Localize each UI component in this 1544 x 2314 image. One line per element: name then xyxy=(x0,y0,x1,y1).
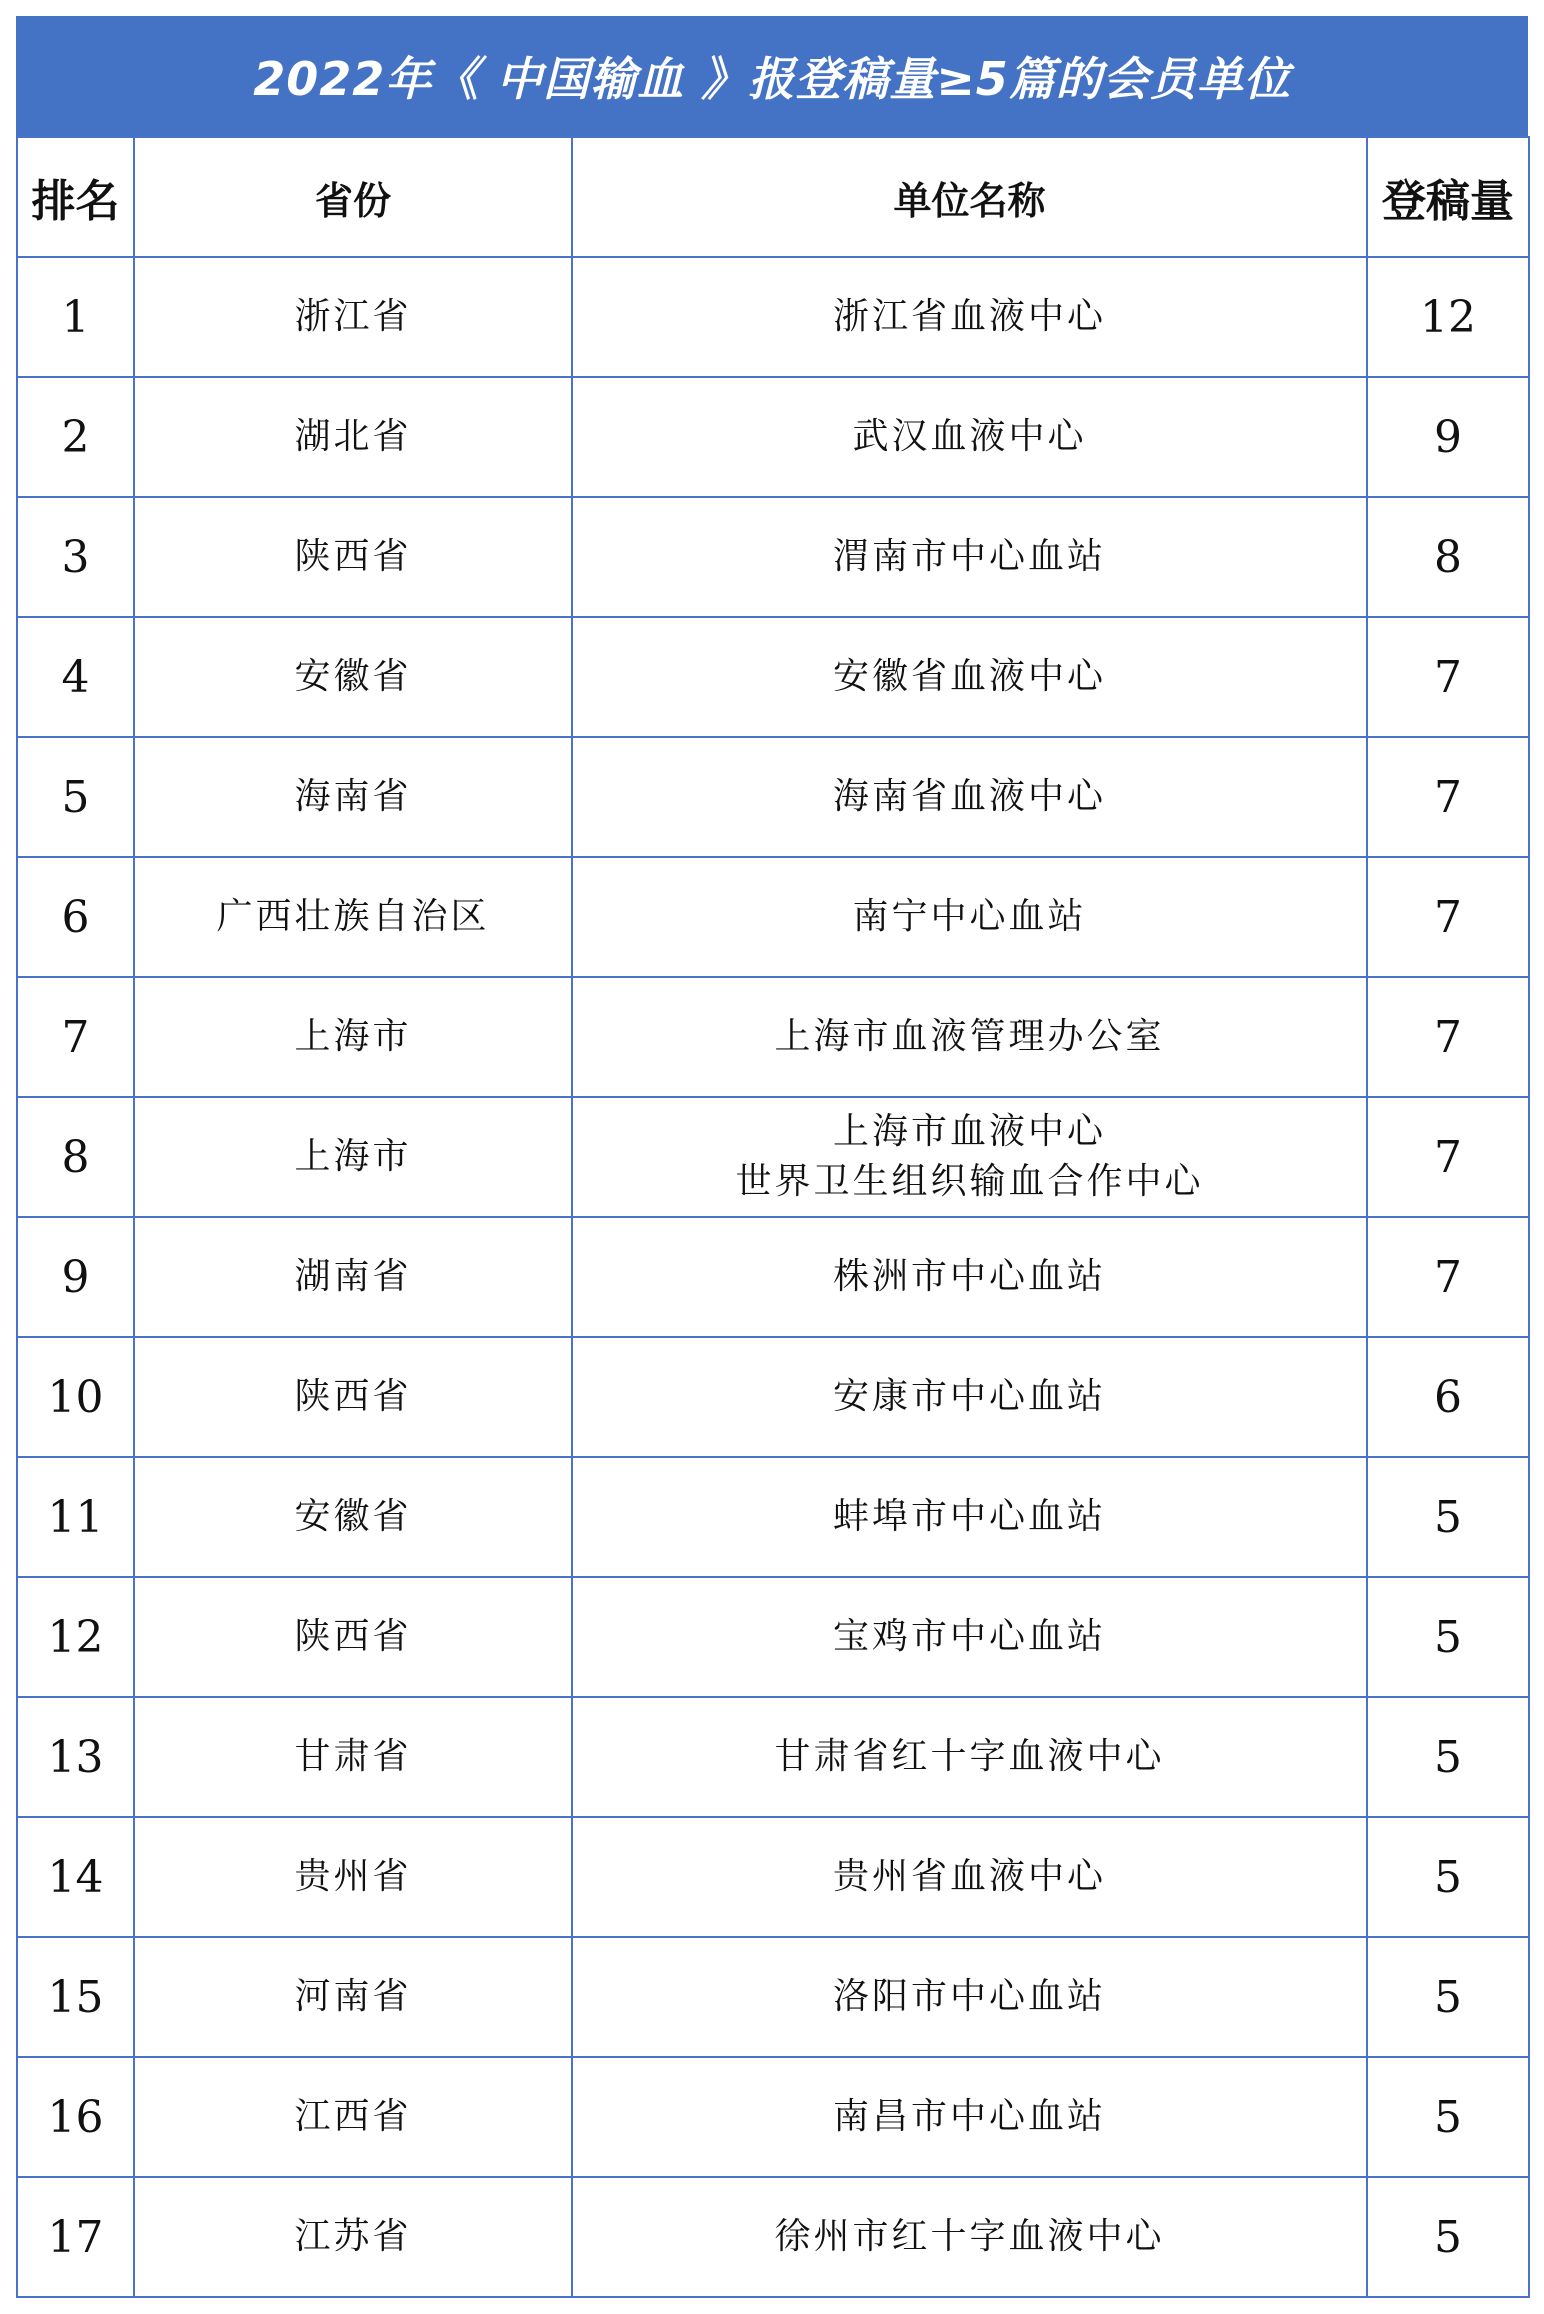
province-cell: 甘肃省 xyxy=(134,1697,572,1817)
unit-name-cell xyxy=(572,977,1367,1097)
publication-count-cell: 7 xyxy=(1367,617,1529,737)
rank-cell: 16 xyxy=(17,2057,134,2177)
table-row xyxy=(17,1337,1529,1457)
province-cell: 安徽省 xyxy=(134,617,572,737)
publication-count-cell: 7 xyxy=(1367,737,1529,857)
publication-count-cell: 5 xyxy=(1367,2177,1529,2297)
unit-name-line: 浙江省血液中心 xyxy=(832,296,1106,337)
unit-name-line: 洛阳市中心血站 xyxy=(832,1976,1106,2017)
rank-cell: 10 xyxy=(17,1337,134,1457)
province-cell: 浙江省 xyxy=(134,257,572,377)
table-row xyxy=(17,857,1529,977)
table-row xyxy=(17,1097,1529,1217)
unit-name-cell xyxy=(572,1337,1367,1457)
publication-count-cell: 5 xyxy=(1367,1937,1529,2057)
unit-name-line: 南昌市中心血站 xyxy=(832,2096,1106,2137)
unit-name-line: 南宁中心血站 xyxy=(852,896,1087,937)
province-cell: 上海市 xyxy=(134,1097,572,1217)
province-cell: 贵州省 xyxy=(134,1817,572,1937)
rank-cell: 15 xyxy=(17,1937,134,2057)
province-cell: 陕西省 xyxy=(134,497,572,617)
unit-name-line: 世界卫生组织输血合作中心 xyxy=(735,1161,1204,1202)
publication-count-cell: 5 xyxy=(1367,1817,1529,1937)
province-cell: 江苏省 xyxy=(134,2177,572,2297)
table-title: 2022年《 中国输血 》报登稿量≥5篇的会员单位 xyxy=(16,16,1528,136)
province-cell: 湖南省 xyxy=(134,1217,572,1337)
header-row xyxy=(17,137,1529,257)
unit-name-cell xyxy=(572,1217,1367,1337)
province-cell: 湖北省 xyxy=(134,377,572,497)
table-row xyxy=(17,2057,1529,2177)
table-row xyxy=(17,2177,1529,2297)
unit-name-line: 徐州市红十字血液中心 xyxy=(774,2216,1165,2257)
unit-name-cell xyxy=(572,857,1367,977)
table-row xyxy=(17,1697,1529,1817)
unit-name-cell xyxy=(572,1457,1367,1577)
rank-cell: 2 xyxy=(17,377,134,497)
unit-name-line: 宝鸡市中心血站 xyxy=(832,1616,1106,1657)
publication-count-cell: 7 xyxy=(1367,857,1529,977)
unit-name-cell xyxy=(572,617,1367,737)
table-row xyxy=(17,1217,1529,1337)
province-cell: 河南省 xyxy=(134,1937,572,2057)
publication-count-cell: 12 xyxy=(1367,257,1529,377)
unit-name-line: 株洲市中心血站 xyxy=(832,1256,1106,1297)
header-province: 省份 xyxy=(134,137,572,257)
rank-cell: 11 xyxy=(17,1457,134,1577)
table-row xyxy=(17,977,1529,1097)
rank-cell: 5 xyxy=(17,737,134,857)
unit-name-line: 甘肃省红十字血液中心 xyxy=(774,1736,1165,1777)
table-row xyxy=(17,617,1529,737)
unit-name-cell xyxy=(572,1577,1367,1697)
table-row xyxy=(17,377,1529,497)
table-row xyxy=(17,257,1529,377)
province-cell: 陕西省 xyxy=(134,1337,572,1457)
table-row xyxy=(17,737,1529,857)
unit-name-cell xyxy=(572,377,1367,497)
rank-cell: 6 xyxy=(17,857,134,977)
province-cell: 海南省 xyxy=(134,737,572,857)
table-row xyxy=(17,497,1529,617)
rank-cell: 1 xyxy=(17,257,134,377)
rank-cell: 7 xyxy=(17,977,134,1097)
province-cell: 陕西省 xyxy=(134,1577,572,1697)
table-row xyxy=(17,1937,1529,2057)
unit-name-cell xyxy=(572,2177,1367,2297)
unit-name-line: 贵州省血液中心 xyxy=(832,1856,1106,1897)
rank-cell: 17 xyxy=(17,2177,134,2297)
unit-name-line: 武汉血液中心 xyxy=(852,416,1087,457)
rank-cell: 12 xyxy=(17,1577,134,1697)
unit-name-line: 渭南市中心血站 xyxy=(832,536,1106,577)
publication-count-cell: 5 xyxy=(1367,1577,1529,1697)
unit-name-cell xyxy=(572,1097,1367,1217)
unit-name-cell xyxy=(572,1937,1367,2057)
unit-name-cell xyxy=(572,1697,1367,1817)
rank-cell: 4 xyxy=(17,617,134,737)
publication-count-cell: 6 xyxy=(1367,1337,1529,1457)
publication-count-cell: 8 xyxy=(1367,497,1529,617)
publication-count-cell: 7 xyxy=(1367,1217,1529,1337)
province-cell: 江西省 xyxy=(134,2057,572,2177)
rank-cell: 13 xyxy=(17,1697,134,1817)
rank-cell: 9 xyxy=(17,1217,134,1337)
header-unit-name: 单位名称 xyxy=(572,137,1367,257)
unit-name-line: 海南省血液中心 xyxy=(832,776,1106,817)
table-row xyxy=(17,1817,1529,1937)
rank-cell: 14 xyxy=(17,1817,134,1937)
rank-cell: 3 xyxy=(17,497,134,617)
table-row xyxy=(17,1457,1529,1577)
unit-name-line: 安康市中心血站 xyxy=(832,1376,1106,1417)
unit-name-cell xyxy=(572,497,1367,617)
publication-count-cell: 5 xyxy=(1367,1457,1529,1577)
unit-name-cell xyxy=(572,1817,1367,1937)
member-units-table-container xyxy=(16,16,1528,2298)
unit-name-cell xyxy=(572,737,1367,857)
publication-count-cell: 7 xyxy=(1367,977,1529,1097)
publication-count-cell: 7 xyxy=(1367,1097,1529,1217)
province-cell: 安徽省 xyxy=(134,1457,572,1577)
unit-name-line: 蚌埠市中心血站 xyxy=(832,1496,1106,1537)
unit-name-line: 安徽省血液中心 xyxy=(832,656,1106,697)
member-units-table xyxy=(16,136,1530,2298)
publication-count-cell: 5 xyxy=(1367,2057,1529,2177)
unit-name-line: 上海市血液管理办公室 xyxy=(774,1016,1165,1057)
unit-name-line: 上海市血液中心 xyxy=(832,1111,1106,1152)
unit-name-cell xyxy=(572,257,1367,377)
header-rank: 排名 xyxy=(17,137,134,257)
publication-count-cell: 9 xyxy=(1367,377,1529,497)
table-row xyxy=(17,1577,1529,1697)
rank-cell: 8 xyxy=(17,1097,134,1217)
publication-count-cell: 5 xyxy=(1367,1697,1529,1817)
header-publication-count: 登稿量 xyxy=(1367,137,1529,257)
province-cell: 广西壮族自治区 xyxy=(134,857,572,977)
table-body xyxy=(17,257,1529,2297)
province-cell: 上海市 xyxy=(134,977,572,1097)
unit-name-cell xyxy=(572,2057,1367,2177)
